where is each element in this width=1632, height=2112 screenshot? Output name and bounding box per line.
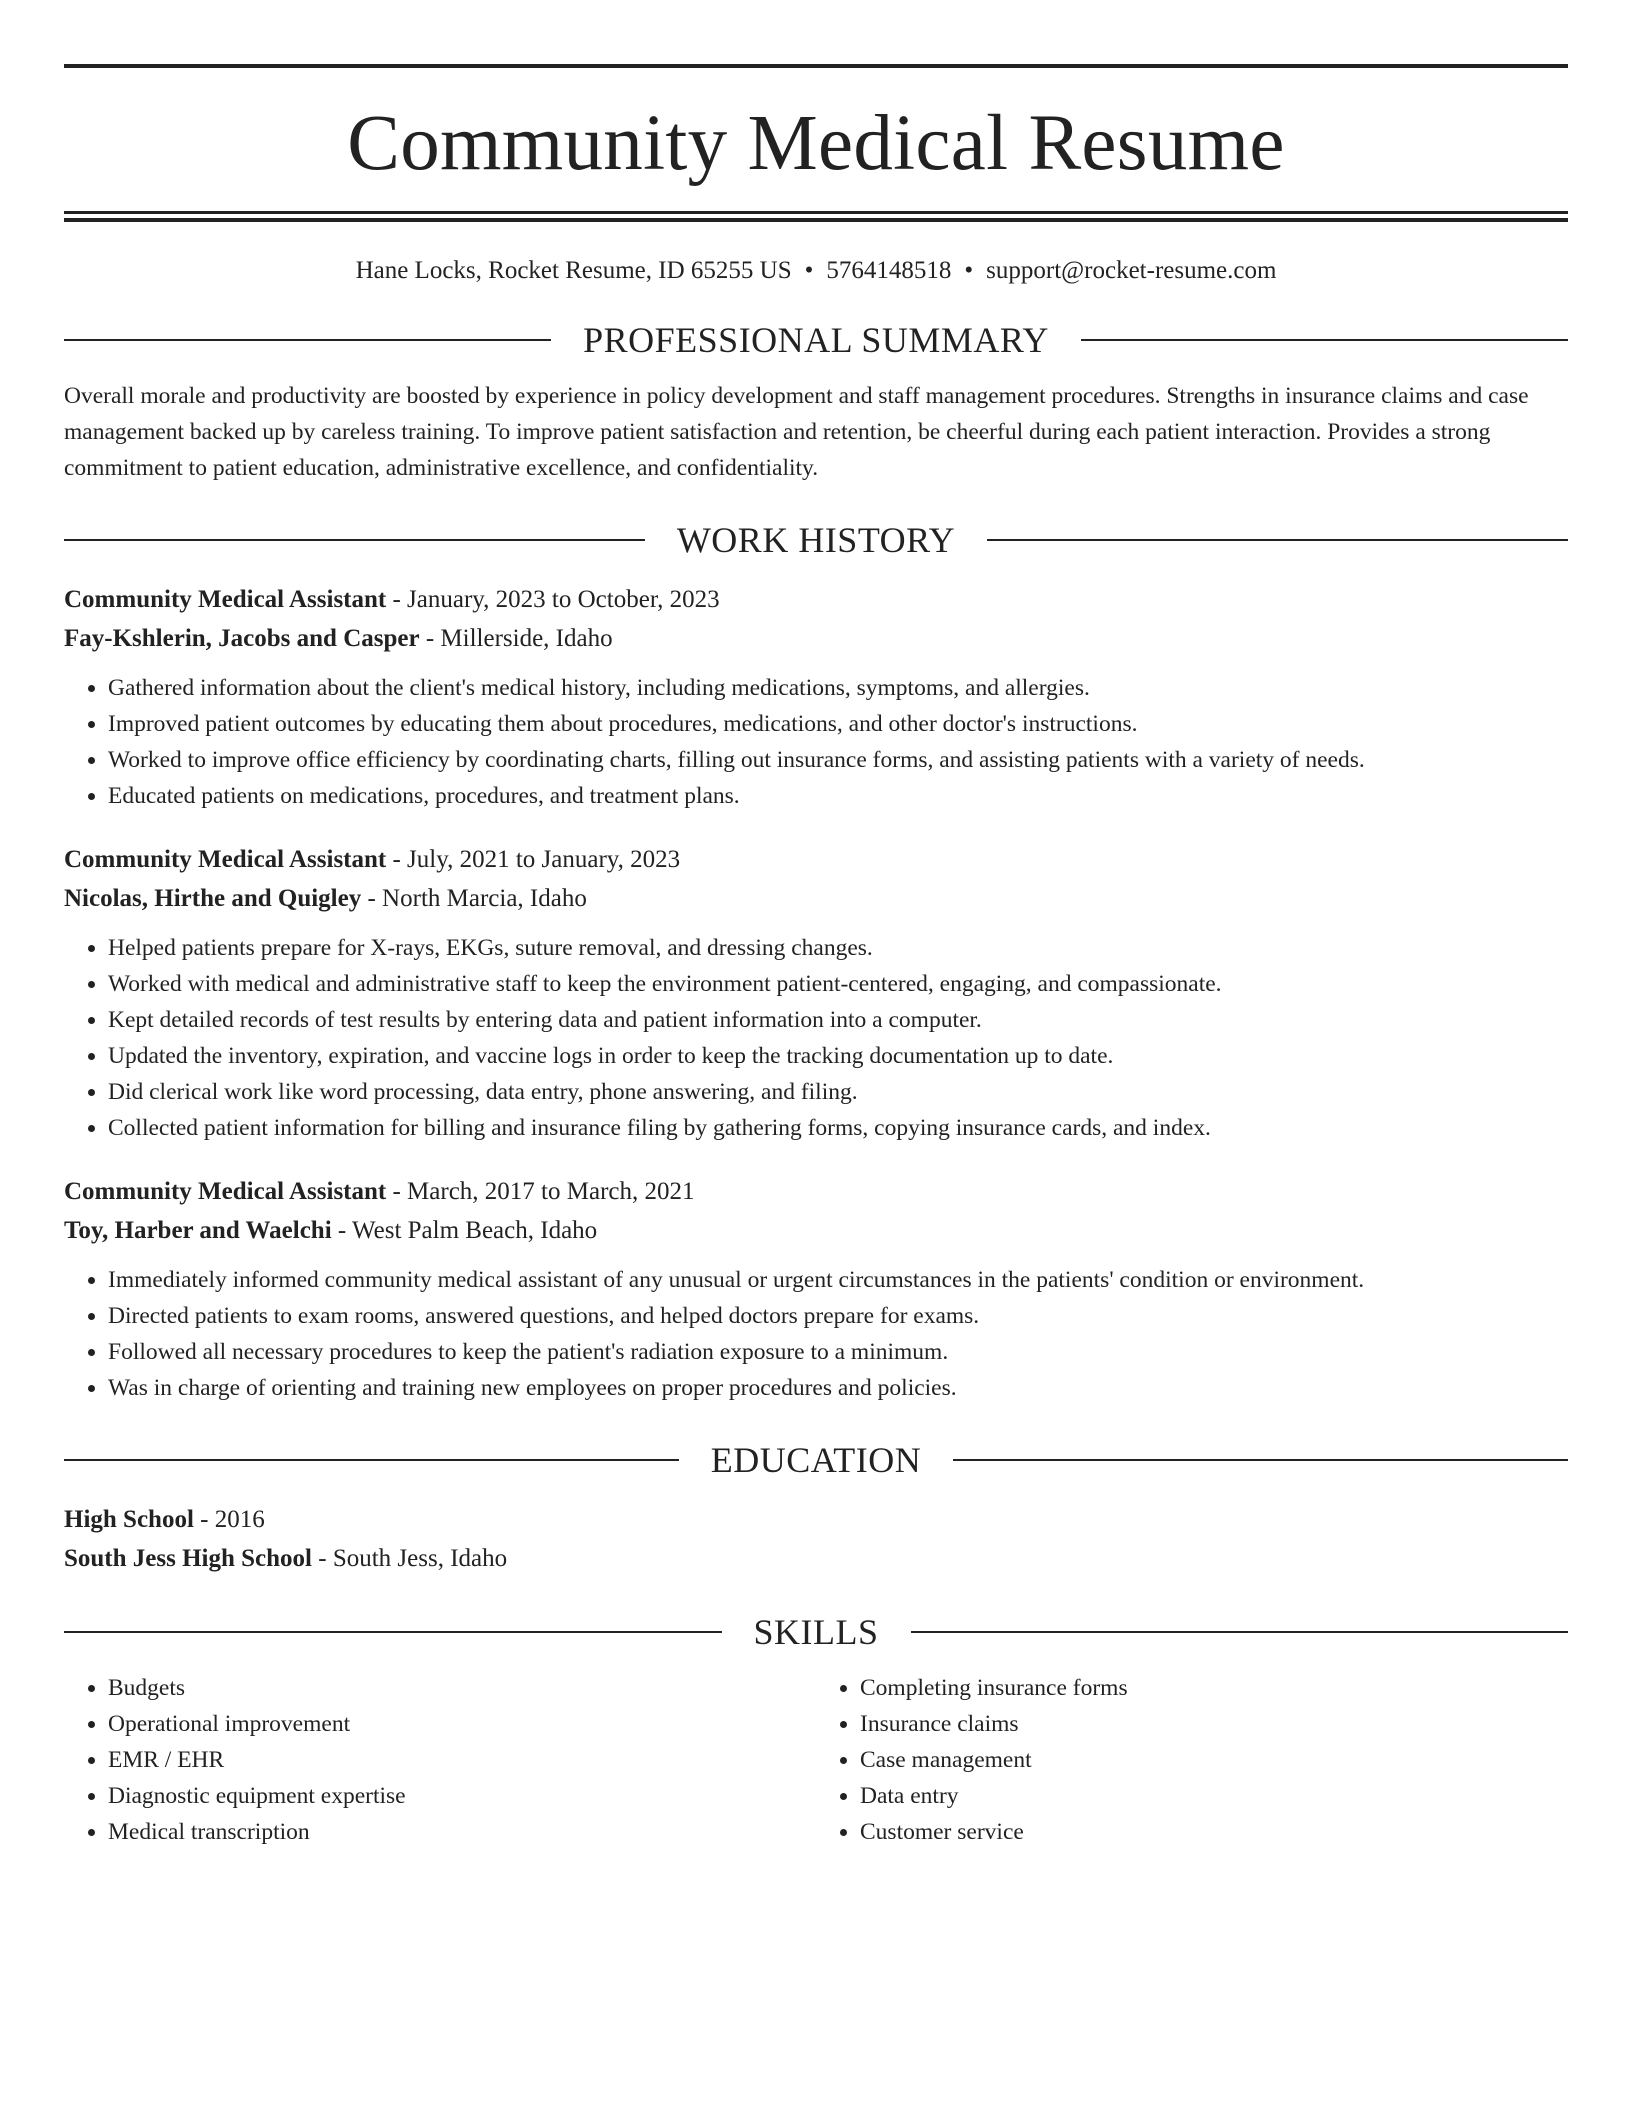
summary-section-header (64, 322, 1568, 358)
list-item: • Collected patient information for billing and insurance filing by gathering forms, copying insurance cards, and index. (108, 1110, 1568, 1146)
job-location: - West Palm Beach, Idaho (331, 1217, 598, 1244)
section-rule (1081, 339, 1568, 341)
skills-list-left (64, 1670, 816, 1850)
section-rule (953, 1459, 1568, 1461)
skills-columns (64, 1670, 1568, 1850)
job-dates: - March, 2017 to March, 2021 (386, 1178, 695, 1205)
job-entry (64, 580, 1568, 814)
resume-title: Community Medical Resume (347, 100, 1285, 187)
skills-heading: SKILLS (753, 1612, 879, 1652)
section-rule (987, 539, 1568, 541)
job-location: - Millerside, Idaho (419, 625, 613, 652)
contact-address: Hane Locks, Rocket Resume, ID 65255 US (355, 257, 792, 284)
skills-list-right (816, 1670, 1568, 1850)
section-rule (911, 1631, 1569, 1633)
job-location: - North Marcia, Idaho (361, 885, 587, 912)
job-bullets (64, 1262, 1568, 1406)
job-company-line (64, 619, 1568, 658)
contact-separator: • (964, 257, 974, 284)
skill-item: • Case management (860, 1742, 1568, 1778)
section-rule (64, 539, 645, 541)
job-company-line (64, 879, 1568, 918)
job-entry (64, 840, 1568, 1146)
education-location: - South Jess, Idaho (312, 1545, 508, 1572)
list-item: • Worked with medical and administrative staff to keep the environment patient-centered, engaging, and compassionate. (108, 966, 1568, 1002)
list-item: • Educated patients on medications, procedures, and treatment plans. (108, 778, 1568, 814)
job-dates: - January, 2023 to October, 2023 (386, 586, 720, 613)
education-degree: High School (64, 1506, 194, 1533)
work-section-header (64, 522, 1568, 558)
job-company: Nicolas, Hirthe and Quigley (64, 885, 362, 912)
job-bullets (64, 930, 1568, 1146)
skill-item: • Customer service (860, 1814, 1568, 1850)
work-heading: WORK HISTORY (676, 520, 956, 560)
skill-item: • Budgets (108, 1670, 816, 1706)
contact-phone: 5764148518 (826, 257, 952, 284)
education-school-line (64, 1539, 1568, 1578)
section-rule (64, 339, 551, 341)
education-year: - 2016 (193, 1506, 265, 1533)
summary-text: Overall morale and productivity are boosted by experience in policy development and staff management procedures. Strengths in insurance claims and case management backed up by careless training. To improve patient satisfaction and retention, be cheerful during each patient interaction. Provides a strong commitment to patient education, administrative excellence, and confidentiality. (64, 383, 1529, 481)
job-title: Community Medical Assistant (64, 586, 387, 613)
top-rule (64, 64, 1568, 68)
summary-heading: PROFESSIONAL SUMMARY (583, 320, 1049, 360)
title-double-rule (64, 211, 1568, 222)
contact-separator: • (804, 257, 814, 284)
list-item: • Worked to improve office efficiency by coordinating charts, filling out insurance forms, and assisting patients with a variety of needs. (108, 742, 1568, 778)
list-item: • Gathered information about the client's medical history, including medications, symptoms, and allergies. (108, 670, 1568, 706)
skill-item: • Insurance claims (860, 1706, 1568, 1742)
list-item: • Helped patients prepare for X-rays, EKGs, suture removal, and dressing changes. (108, 930, 1568, 966)
education-school: South Jess High School (64, 1545, 312, 1572)
education-entry (64, 1500, 1568, 1578)
resume-page (64, 64, 1568, 1850)
list-item: • Did clerical work like word processing, data entry, phone answering, and filing. (108, 1074, 1568, 1110)
skill-item: • Completing insurance forms (860, 1670, 1568, 1706)
job-title-line (64, 1172, 1568, 1211)
list-item: • Immediately informed community medical assistant of any unusual or urgent circumstances in the patients' condition or environment. (108, 1262, 1568, 1298)
skill-item: • Medical transcription (108, 1814, 816, 1850)
contact-line (64, 256, 1568, 286)
job-entry (64, 1172, 1568, 1406)
skills-section-header (64, 1614, 1568, 1650)
skill-item: • EMR / EHR (108, 1742, 816, 1778)
job-bullets (64, 670, 1568, 814)
job-company: Fay-Kshlerin, Jacobs and Casper (64, 625, 420, 652)
education-degree-line (64, 1500, 1568, 1539)
job-title: Community Medical Assistant (64, 846, 387, 873)
list-item: • Kept detailed records of test results by entering data and patient information into a computer. (108, 1002, 1568, 1038)
skill-item: • Operational improvement (108, 1706, 816, 1742)
list-item: • Was in charge of orienting and training new employees on proper procedures and policies. (108, 1370, 1568, 1406)
list-item: • Updated the inventory, expiration, and vaccine logs in order to keep the tracking documentation up to date. (108, 1038, 1568, 1074)
job-title-line (64, 840, 1568, 879)
section-rule (64, 1631, 722, 1633)
section-rule (64, 1459, 679, 1461)
job-title: Community Medical Assistant (64, 1178, 387, 1205)
list-item: • Followed all necessary procedures to keep the patient's radiation exposure to a minimum. (108, 1334, 1568, 1370)
education-heading: EDUCATION (710, 1440, 922, 1480)
contact-email: support@rocket-resume.com (986, 257, 1277, 284)
skill-item: • Data entry (860, 1778, 1568, 1814)
education-section-header (64, 1442, 1568, 1478)
list-item: • Directed patients to exam rooms, answered questions, and helped doctors prepare for exams. (108, 1298, 1568, 1334)
list-item: • Improved patient outcomes by educating them about procedures, medications, and other doctor's instructions. (108, 706, 1568, 742)
job-company-line (64, 1211, 1568, 1250)
skill-item: • Diagnostic equipment expertise (108, 1778, 816, 1814)
job-title-line (64, 580, 1568, 619)
job-company: Toy, Harber and Waelchi (64, 1217, 332, 1244)
job-dates: - July, 2021 to January, 2023 (386, 846, 681, 873)
